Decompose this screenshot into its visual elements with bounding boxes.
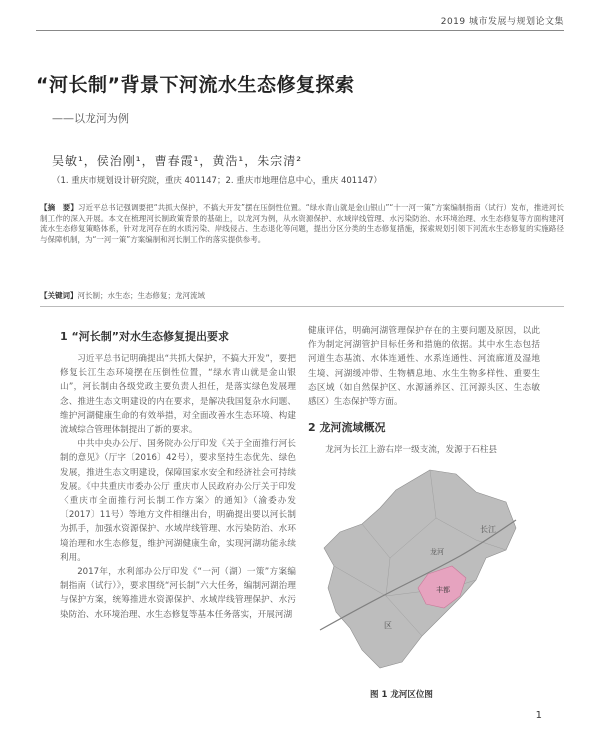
paper-title: “河长制”背景下河流水生态修复探索 [36,74,355,96]
keywords-label: 【关键词】 [40,291,78,300]
page-number: 1 [535,710,542,721]
location-map [310,462,540,677]
abstract-text: 习近平总书记强调要把“共抓大保护，不搞大开发”摆在压倒性位置。“绿水青山就是金山银山”“十一河一策”方案编制指南（试行）发布，推进河长制工作的深入开展。本文在梳理河长制政策背景的基础上，以龙河为例，从水资源保护、水域岸线管理、水污染防治、水环境治理、水生态修复等方面构建河流水生态修复策略体系，针对龙河存在的水质污染、岸线侵占、生态退化等问题，提出分区分类的生态修复措施，探索规划引领下河流水生态修复的实施路径与保障机制，为“一河一策”方案编制和河长制工作的落实提供参考。 [40,203,564,244]
running-header: 2019 城市发展与规划论文集 [440,17,564,27]
left-column [60,318,296,622]
paper-subtitle: ——以龙河为例 [52,112,129,125]
section-2-heading: 2 龙河流域概况 [308,421,386,435]
district-label: 丰都 [436,586,450,594]
area-label: 区 [384,621,392,630]
keywords-text: 河长制；水生态；生态修复；龙河流域 [77,291,205,300]
section-1-paragraph-1: 习近平总书记明确提出“共抓大保护，不搞大开发”，要把修复长江生态环境摆在压倒性位置，“绿水青山就是金山银山”，河长制由各级党政主要负责人担任，是落实绿色发展理念、推进生态文明建设的内在要求，是解决我国复杂水问题、维护河湖健康生命的有效举措，对全面改善水生态环境、构建流域综合管理体制提出了新的要求。 [60,354,296,436]
location-map-figure [310,462,540,677]
section-1-paragraph-2: 中共中央办公厅、国务院办公厅印发《关于全面推行河长制的意见》（厅字〔2016〕42号），要求坚持生态优先、绿色发展，推进生态文明建设，保障国家水安全和经济社会可持续发展。《中共重庆市委办公厅 重庆市人民政府办公厅关于印发〈重庆市全面推行河长制工作方案〉的通知》（渝委办发〔2017〕11号）等地方文件相继出台，明确提出要以河长制为抓手，加强水资源保护、水域岸线管理、水污染防治、水环境治理和水生态修复，维护河湖健康生命，实现河湖功能永续利用。 [60,439,296,563]
section-2-paragraph-1: 龙河为长江上游右岸一级支流，发源于石柱县 [325,445,498,456]
region-label: 龙河 [430,548,444,556]
figure-caption: 图 1 龙河区位图 [370,690,433,700]
abstract [40,203,564,245]
keywords-divider [40,306,564,307]
keywords [40,290,564,301]
author-list: 吴敏¹，侯治刚¹，曹春霞¹，黄浩¹，朱宗清² [52,154,303,168]
section-1-paragraph-3: 2017年，水利部办公厅印发《“一河（湖）一策”方案编制指南（试行）》，要求围绕“河长制”六大任务，编制河湖治理与保护方案，统筹推进水资源保护、水域岸线管理保护、水污染防治、水环境治理、水生态修复等基本任务落实，开展河湖 [60,567,296,620]
affiliations: （1. 重庆市规划设计研究院，重庆 401147；2. 重庆市地理信息中心，重庆 401147） [52,176,382,186]
section-1-continuation: 健康评估，明确河湖管理保护存在的主要问题及原因，以此作为制定河湖管护目标任务和措施的依据。其中水生态包括河道生态基流、水体连通性、水系连通性、河流廊道及湿地生境、河湖缓冲带、生物栖息地、水生生物多样性、重要生态区域（如自然保护区、水源涵养区、江河源头区、生态敏感区）生态保护等方面。 [308,326,540,408]
section-1-heading: 1 “河长制”对水生态修复提出要求 [60,330,229,343]
river-label: 长江 [480,525,496,534]
abstract-label: 【摘 要】 [40,203,78,212]
header-rule [36,30,564,31]
right-column [308,318,540,457]
